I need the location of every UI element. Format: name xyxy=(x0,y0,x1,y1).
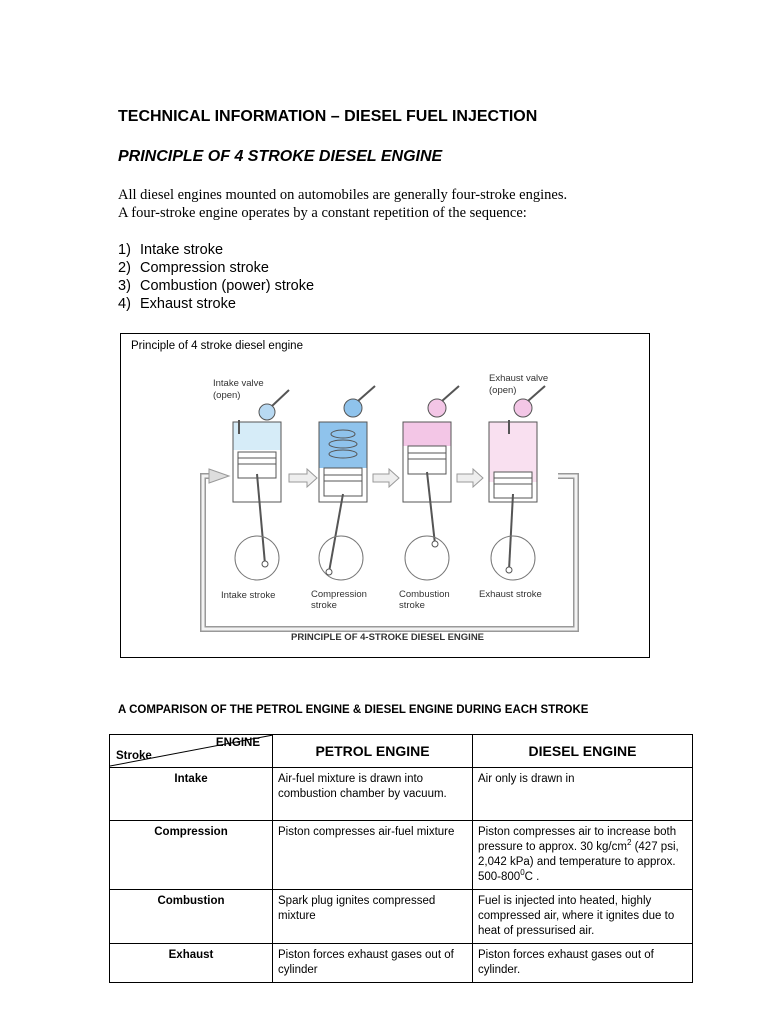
petrol-cell: Spark plug ignites compressed mixture xyxy=(273,890,473,944)
compression-cylinder xyxy=(319,386,375,580)
combustion-stroke-label-2: stroke xyxy=(399,600,425,611)
list-item: 3) Combustion (power) stroke xyxy=(118,278,315,294)
intro-line-2: A four-stroke engine operates by a constant repetition of the sequence: xyxy=(118,205,527,221)
intro-paragraph xyxy=(118,186,567,222)
flow-arrow xyxy=(457,469,483,487)
flow-arrow xyxy=(373,469,399,487)
comparison-heading: A COMPARISON OF THE PETROL ENGINE & DIESEL ENGINE DURING EACH STROKE xyxy=(118,704,589,716)
diesel-cell: Piston forces exhaust gases out of cylinder. xyxy=(473,944,693,983)
compression-stroke-label-2: stroke xyxy=(311,600,337,611)
diagram-title: PRINCIPLE OF 4-STROKE DIESEL ENGINE xyxy=(291,632,485,643)
table-row xyxy=(110,890,693,944)
stroke-cell: Intake xyxy=(110,768,273,821)
petrol-cell: Piston forces exhaust gases out of cylinder xyxy=(273,944,473,983)
stroke-cell: Compression xyxy=(110,821,273,890)
list-item: 4) Exhaust stroke xyxy=(118,296,236,312)
engine-diagram xyxy=(121,334,649,657)
list-item: 2) Compression stroke xyxy=(118,260,269,276)
petrol-cell: Piston compresses air-fuel mixture xyxy=(273,821,473,890)
diesel-cell: Air only is drawn in xyxy=(473,768,693,821)
page-title: TECHNICAL INFORMATION – DIESEL FUEL INJECTION xyxy=(118,108,538,125)
exhaust-valve-label: Exhaust valve xyxy=(489,373,549,384)
combustion-stroke-label: Combustion xyxy=(399,589,450,600)
table-row xyxy=(110,821,693,890)
corner-engine-label: ENGINE xyxy=(215,737,260,749)
intake-cylinder xyxy=(233,390,289,580)
stroke-sequence-list xyxy=(118,241,314,313)
corner-header-cell xyxy=(110,735,273,768)
diesel-cell: Piston compresses air to increase both pressure to approx. 30 $kg/cm^2$ (427 psi, 2,042 kPa) and temperature to approx. $500-800^0C$ . xyxy=(473,821,693,890)
stroke-cell: Combustion xyxy=(110,890,273,944)
exhaust-valve-state: (open) xyxy=(489,385,517,396)
stroke-cell: Exhaust xyxy=(110,944,273,983)
petrol-cell: Air-fuel mixture is drawn into combustion chamber by vacuum. xyxy=(273,768,473,821)
exhaust-stroke-label: Exhaust stroke xyxy=(479,589,542,600)
intake-valve-state: (open) xyxy=(213,390,241,401)
diesel-engine-header: DIESEL ENGINE xyxy=(473,735,693,768)
flow-arrow xyxy=(289,469,317,487)
section-subtitle: PRINCIPLE OF 4 STROKE DIESEL ENGINE xyxy=(118,148,443,165)
loop-arrow-left xyxy=(209,469,229,483)
table-row xyxy=(110,944,693,983)
diesel-cell: Fuel is injected into heated, highly compressed air, where it ignites due to heat of pressurised air. xyxy=(473,890,693,944)
corner-stroke-label: Stroke xyxy=(116,750,152,762)
figure-caption: Principle of 4 stroke diesel engine xyxy=(131,340,303,352)
combustion-cylinder xyxy=(403,386,459,580)
comparison-table xyxy=(109,734,693,983)
intro-line-1: All diesel engines mounted on automobiles are generally four-stroke engines. xyxy=(118,187,568,203)
table-header-row xyxy=(110,735,693,768)
engine-figure-box xyxy=(120,333,650,658)
exhaust-cylinder xyxy=(489,386,545,580)
list-item: 1) Intake stroke xyxy=(118,242,224,258)
compression-stroke-label: Compression xyxy=(311,589,367,600)
intake-valve-label: Intake valve xyxy=(213,378,264,389)
table-row xyxy=(110,768,693,821)
petrol-engine-header: PETROL ENGINE xyxy=(273,735,473,768)
intake-stroke-label: Intake stroke xyxy=(221,590,276,601)
